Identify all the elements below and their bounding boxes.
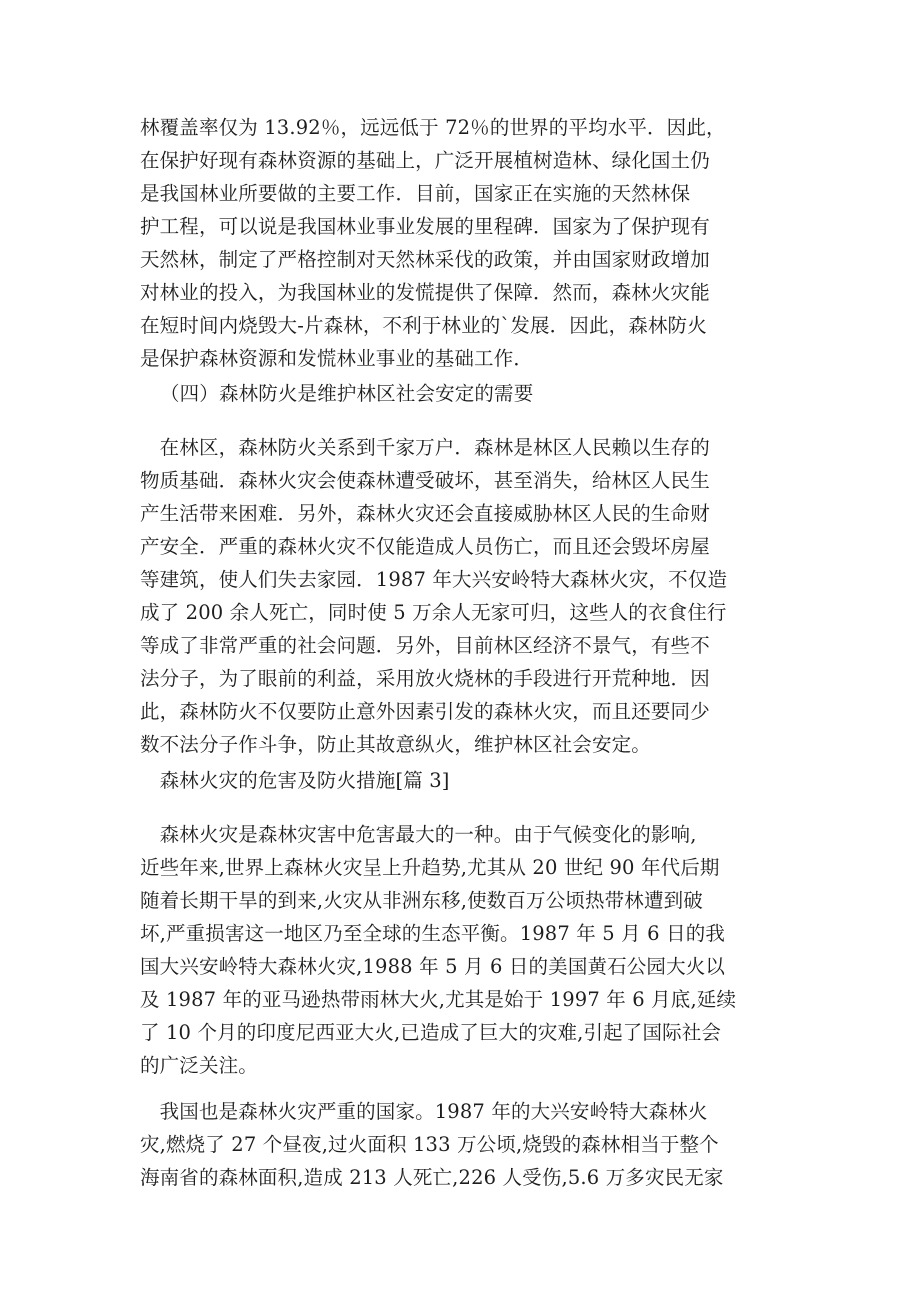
text-line: 法分子，为了眼前的利益，采用放火烧林的手段进行开荒种地．因 bbox=[140, 667, 710, 690]
paragraph-forest-region-stability bbox=[140, 431, 780, 761]
heading-text: （四）森林防火是维护林区社会安定的需要 bbox=[160, 382, 534, 405]
heading-text: 森林火灾的危害及防火措施[篇 3] bbox=[140, 769, 450, 792]
text-line: 等建筑，使人们失去家园．1987 年大兴安岭特大森林火灾，不仅造 bbox=[140, 568, 728, 591]
section-heading-article-3 bbox=[140, 764, 780, 797]
text-line: 产生活带来困难．另外，森林火灾还会直接威胁林区人民的生命财 bbox=[140, 502, 710, 525]
text-line: 的广泛关注。 bbox=[140, 1054, 258, 1077]
text-line: 坏,严重损害这一地区乃至全球的生态平衡。1987 年 5 月 6 日的我 bbox=[140, 922, 726, 945]
text-line: 在林区，森林防火关系到千家万户．森林是林区人民赖以生存的 bbox=[140, 436, 710, 459]
text-line: 对林业的投入，为我国林业的发慌提供了保障．然而，森林火灾能 bbox=[140, 281, 710, 304]
text-line: 国大兴安岭特大森林火灾,1988 年 5 月 6 日的美国黄石公园大火以 bbox=[140, 955, 726, 978]
text-line: 在保护好现有森林资源的基础上，广泛开展植树造林、绿化国土仍 bbox=[140, 149, 710, 172]
text-line: 了 10 个月的印度尼西亚大火,已造成了巨大的灾难,引起了国际社会 bbox=[140, 1021, 722, 1044]
text-line: 灾,燃烧了 27 个昼夜,过火面积 133 万公顷,烧毁的森林相当于整个 bbox=[140, 1133, 719, 1156]
text-line: 成了 200 余人死亡，同时使 5 万余人无家可归，这些人的衣食住行 bbox=[140, 601, 727, 624]
text-line: 产安全．严重的森林火灾不仅能造成人员伤亡，而且还会毁坏房屋 bbox=[140, 535, 710, 558]
text-line: 数不法分子作斗争，防止其故意纵火，维护林区社会安定。 bbox=[140, 733, 651, 756]
text-line: 我国也是森林火灾严重的国家。1987 年的大兴安岭特大森林火 bbox=[140, 1100, 708, 1123]
text-line: 近些年来,世界上森林火灾呈上升趋势,尤其从 20 世纪 90 年代后期 bbox=[140, 856, 720, 879]
text-line: 物质基础．森林火灾会使森林遭受破坏，甚至消失，给林区人民生 bbox=[140, 469, 710, 492]
paragraph-global-forest-fires bbox=[140, 818, 780, 1082]
text-line: 林覆盖率仅为 13.92％，远远低于 72％的世界的平均水平．因此， bbox=[140, 116, 726, 139]
text-line: 随着长期干旱的到来,火灾从非洲东移,使数百万公顷热带林遭到破 bbox=[140, 889, 703, 912]
paragraph-china-forest-fires bbox=[140, 1095, 780, 1194]
text-line: 天然林，制定了严格控制对天然林采伐的政策，并由国家财政增加 bbox=[140, 248, 710, 271]
text-line: 是保护森林资源和发慌林业事业的基础工作． bbox=[140, 347, 534, 370]
text-line: 等成了非常严重的社会问题．另外，目前林区经济不景气，有些不 bbox=[140, 634, 710, 657]
text-line: 是我国林业所要做的主要工作．目前，国家正在实施的天然林保 bbox=[140, 182, 691, 205]
text-line: 护工程，可以说是我国林业事业发展的里程碑．国家为了保护现有 bbox=[140, 215, 710, 238]
text-line: 及 1987 年的亚马逊热带雨林大火,尤其是始于 1997 年 6 月底,延续 bbox=[140, 988, 737, 1011]
text-line: 海南省的森林面积,造成 213 人死亡,226 人受伤,5.6 万多灾民无家 bbox=[140, 1166, 724, 1189]
paragraph-forest-resources bbox=[140, 111, 780, 375]
text-line: 在短时间内烧毁大-片森林，不利于林业的`发展．因此，森林防火 bbox=[140, 314, 707, 337]
text-line: 此，森林防火不仅要防止意外因素引发的森林火灾，而且还要同少 bbox=[140, 700, 710, 723]
text-line: 森林火灾是森林灾害中危害最大的一种。由于气候变化的影响, bbox=[140, 823, 697, 846]
section-heading-social-stability bbox=[140, 377, 780, 410]
